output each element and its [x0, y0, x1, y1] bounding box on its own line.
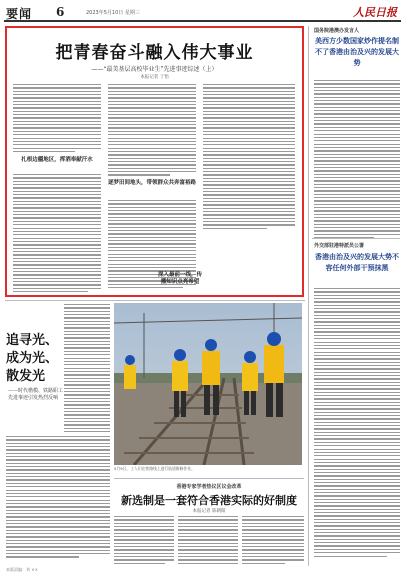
- main-story[interactable]: [5, 26, 304, 297]
- page-footer: 本版责编：刘 ××: [6, 567, 38, 572]
- subhead-3: 深入最前一线，传播知识点亮希望: [157, 272, 202, 285]
- main-story-byline: 本报记者 丁怡: [140, 75, 169, 80]
- body-text: [314, 288, 400, 559]
- bottom-story-byline: 本报记者 陈朝阳: [192, 509, 226, 514]
- left-bottom-subtitle: ——时代楷模、铁路职工先进事迹引发热烈反响: [8, 388, 64, 401]
- subhead-1: 扎根边疆地区，挥洒奉献汗水: [21, 157, 93, 163]
- railway-workers-photo: [114, 303, 302, 465]
- body-text: [178, 516, 238, 566]
- bottom-story-kicker: 香港专家学者热议区议会改革: [176, 484, 242, 490]
- masthead: [4, 4, 401, 22]
- body-text: [13, 174, 101, 294]
- dateline: 2023年5月10日 星期三: [86, 10, 140, 16]
- subhead-2: 逐梦田间地头，带领群众共奔富裕路: [108, 180, 197, 186]
- right-top-title[interactable]: 美西方少数国家炒作提名制不了香港由治及兴的发展大势: [315, 36, 399, 67]
- body-text: [203, 84, 295, 231]
- body-text: [64, 304, 110, 434]
- divider: [114, 478, 304, 479]
- photo-caption: 5月9日，工人们在铁路线上进行轨道维修作业。: [114, 466, 195, 471]
- newspaper-logo: 人民日报: [353, 6, 397, 19]
- main-story-subtitle: ——“最美基层高校毕业生”先进事迹综述（上）: [91, 66, 218, 73]
- bottom-story-title[interactable]: 新选制是一套符合香港实际的好制度: [121, 494, 297, 507]
- column-rule: [308, 26, 309, 566]
- body-text: [314, 80, 400, 241]
- body-text: [108, 84, 196, 178]
- right-top-kicker: 国务院港澳办发言人: [314, 28, 360, 34]
- divider: [5, 300, 305, 301]
- main-story-title: 把青春奋斗融入伟大事业: [55, 43, 254, 63]
- divider: [312, 238, 400, 239]
- body-text: [114, 516, 174, 566]
- section-name: 要闻: [6, 7, 33, 21]
- right-middle-title[interactable]: 香港由治及兴的发展大势不容任何外部干预抹黑: [315, 252, 399, 272]
- body-text: [13, 84, 101, 154]
- left-bottom-title[interactable]: 追寻光、成为光、散发光: [6, 333, 59, 384]
- body-text: [6, 436, 110, 560]
- right-middle-kicker: 外交部驻港特派员公署: [314, 243, 365, 249]
- page-number: 6: [56, 5, 65, 19]
- body-text: [242, 516, 304, 566]
